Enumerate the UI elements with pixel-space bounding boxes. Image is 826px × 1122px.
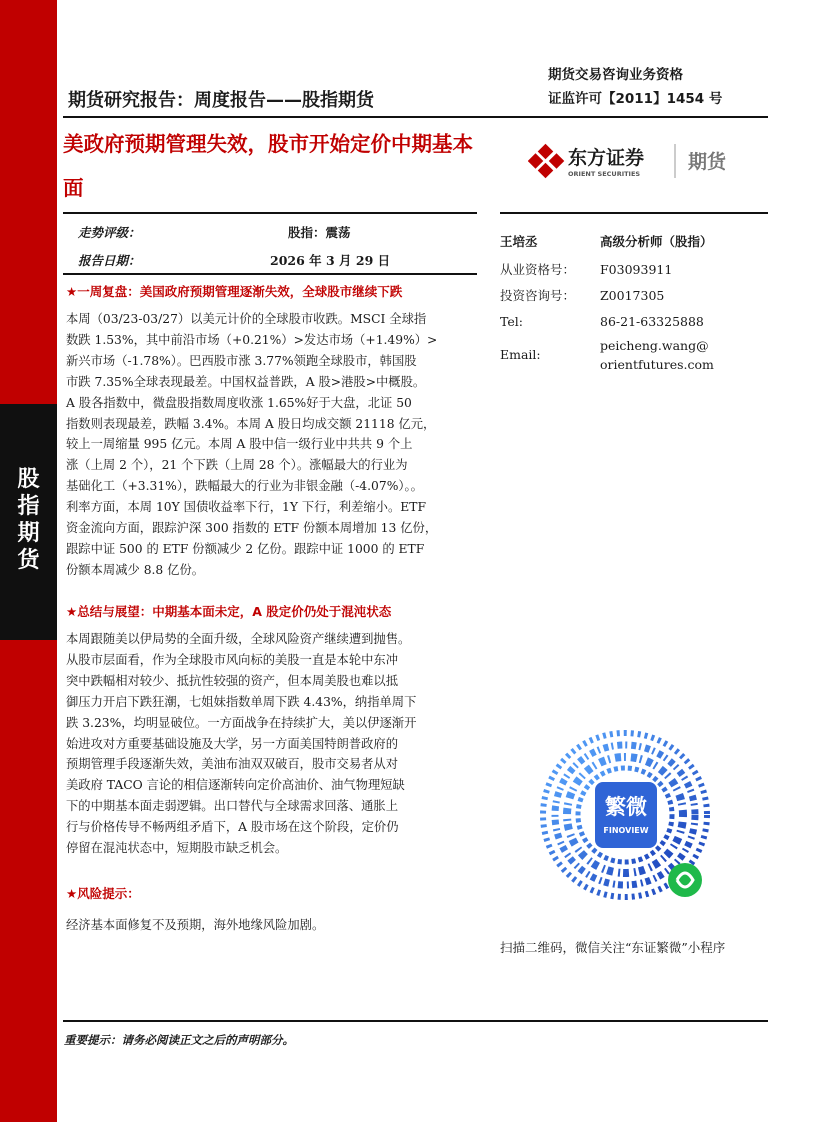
meta-rule-bottom (63, 273, 477, 275)
tel-value: 86-21-63325888 (600, 314, 704, 329)
tel-label: Tel: (500, 314, 523, 329)
analyst-rule-top (500, 212, 768, 214)
weekly-review-body: 本周（03/23-03/27）以美元计价的全球股市收跌。MSCI 全球指 数跌 1.53%，其中前沿市场（+0.21%）>发达市场（+1.49%）> 新兴市场（-1.78%）。巴西股市涨 3.77%领跑全球股市，韩国股 市跌 7.35%全球表现最差。中国权益普跌，A 股>港股>中概股。 A 股各指数中，微盘股指数周度收涨 1.65%好于大盘，北证 50 指数则表现最差，跌幅 3.4%。本周 A 股日均成交额 21118 亿元， 较上一周缩量 995 亿元。本周 A 股中信一级行业中共共 9 个上 涨（上周 2 个），21 个下跌（上周 28 个）。涨幅最大的行业为 基础化工（+3.31%），跌幅最大的行业为非银金融（-4.07%）。。 利率方面，本周 10Y 国债收益率下行，1Y 下行，利差缩小。ETF 资金流向方面，跟踪沪深 300 指数的 ETF 份额本周增加 13 亿份， 跟踪中证 500 的 ETF 份额减少 2 亿份。跟踪中证 1000 的 ETF 份额本周减少 8.8 亿份。 (66, 312, 438, 577)
qr-code[interactable] (540, 730, 710, 930)
logo-en-name: ORIENT SECURITIES (568, 170, 641, 178)
report-date: 2026 年 3 月 29 日 (270, 253, 391, 268)
footer-notice: 重要提示：请务必阅读正文之后的声明部分。 (64, 1033, 294, 1047)
email-label: Email: (500, 347, 541, 362)
page-title: 美政府预期管理失效，股市开始定价中期基本面 (63, 132, 473, 200)
qr-caption: 扫描二维码，微信关注“东证繁微”小程序 (500, 940, 726, 955)
cert-label: 从业资格号： (500, 262, 576, 277)
logo-division: 期货 (688, 151, 727, 173)
company-logo (528, 140, 768, 182)
email-line-2: orientfutures.com (600, 357, 714, 372)
risk-title: ★风险提示： (66, 886, 140, 901)
qr-center-en: FINOVIEW (603, 826, 649, 835)
date-label: 报告日期： (78, 253, 141, 268)
qr-center-label: 繁微 (605, 795, 647, 819)
consult-label: 投资咨询号： (500, 288, 576, 303)
license-info (548, 63, 722, 111)
footer-rule (63, 1020, 768, 1022)
sidebar-category-label: 股 指 期 货 (17, 467, 40, 573)
logo-cn-name: 东方证券 (568, 147, 645, 169)
weekly-review-title: ★一周复盘：美国政府预期管理逐渐失效，全球股市继续下跌 (66, 284, 403, 299)
trend-label: 走势评级： (78, 225, 141, 240)
outlook-title: ★总结与展望：中期基本面未定，A 股定价仍处于混沌状态 (66, 604, 392, 619)
license-line-1: 期货交易咨询业务资格 (548, 67, 683, 83)
orient-logo-icon (528, 140, 768, 182)
trend-value: 股指：震荡 (288, 225, 351, 240)
outlook-body: 本周跟随美以伊局势的全面升级，全球风险资产继续遭到抛售。 从股市层面看，作为全球股市风向标的美股一直是本轮中东冲 突中跌幅相对较少、抵抗性较强的资产，但本周美股也难以抵 御压力开启下跌狂潮，七姐妹指数单周下跌 4.43%，纳指单周下 跌 3.23%，均明显破位。一方面战争在持续扩大，美以伊逐渐开 始进攻对方重要基础设施及大学，另一方面美国特朗普政府的 预期管理手段逐渐失效，美油布油双双破百，股市交易者从对 美政府 TACO 言论的相信逐渐转向定价高油价、油气物理短缺 下的中期基本面走弱逻辑。出口替代与全球需求回落、通胀上 行与价格传导不畅两组矛盾下，A 股市场在这个阶段，定价仍 停留在混沌状态中，短期股市缺乏机会。 (66, 632, 417, 856)
risk-text: 经济基本面修复不及预期，海外地缘风险加剧。 (66, 918, 325, 932)
analyst-title: 高级分析师（股指） (600, 234, 713, 249)
meta-rule-top (63, 212, 477, 214)
header-rule (63, 116, 768, 118)
report-type: 期货研究报告：周度报告——股指期货 (68, 90, 374, 111)
analyst-name: 王培丞 (500, 234, 538, 249)
license-line-2: 证监许可【2011】1454 号 (548, 91, 723, 107)
email-line-1: peicheng.wang@ (600, 338, 709, 353)
consult-value: Z0017305 (600, 288, 665, 303)
qr-code-icon (540, 730, 710, 930)
cert-value: F03093911 (600, 262, 673, 277)
